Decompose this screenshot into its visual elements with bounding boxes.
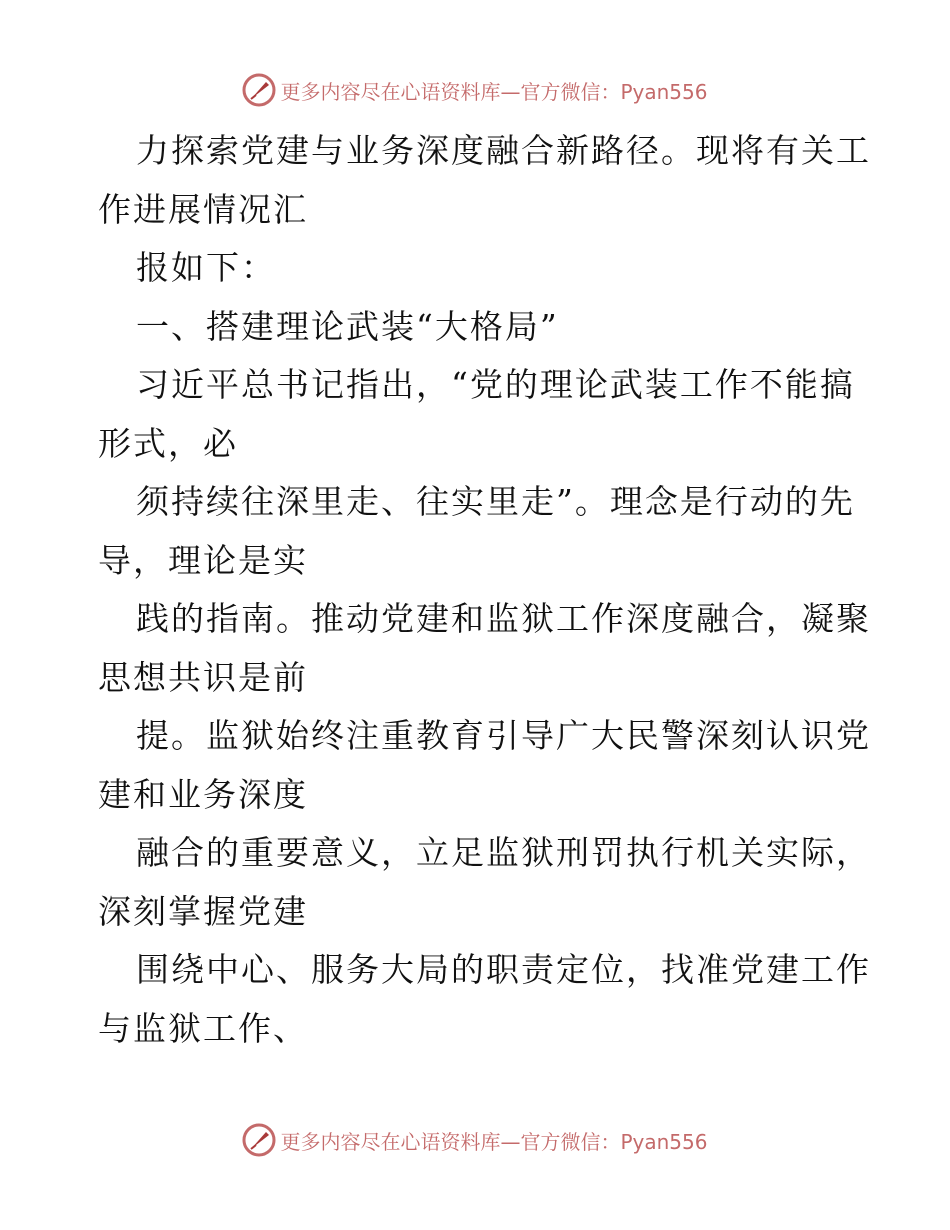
text-line: 深刻掌握党建 xyxy=(98,891,308,931)
text-line: 一、搭建理论武装“大格局” xyxy=(136,306,559,346)
feather-pen-logo-icon xyxy=(242,73,276,107)
text-line: 导，理论是实 xyxy=(98,540,308,580)
text-line: 力探索党建与业务深度融合新路径。现将有关工 xyxy=(136,131,871,170)
banner-text: 更多内容尽在心语资料库—官方微信：Pyan556 xyxy=(280,1129,708,1154)
text-line: 践的指南。推动党建和监狱工作深度融合，凝聚 xyxy=(136,599,871,638)
text-line: 思想共识是前 xyxy=(98,657,308,697)
text-line: 形式，必 xyxy=(98,423,238,463)
text-line: 习近平总书记指出，“党的理论武装工作不能搞 xyxy=(136,365,855,404)
text-line: 建和业务深度 xyxy=(98,774,308,814)
footer-banner xyxy=(0,1120,950,1160)
feather-pen-logo-icon xyxy=(242,1123,276,1157)
header-banner xyxy=(0,70,950,110)
document-body xyxy=(98,122,871,1058)
text-line: 须持续往深里走、往实里走”。理念是行动的先 xyxy=(136,482,855,521)
text-line: 融合的重要意义，立足监狱刑罚执行机关实际， xyxy=(136,833,871,872)
text-line: 围绕中心、服务大局的职责定位，找准党建工作 xyxy=(136,950,871,989)
text-line: 提。监狱始终注重教育引导广大民警深刻认识党 xyxy=(136,716,871,755)
text-line: 报如下： xyxy=(136,248,276,287)
banner-text: 更多内容尽在心语资料库—官方微信：Pyan556 xyxy=(280,79,708,104)
text-line: 作进展情况汇 xyxy=(98,189,308,229)
text-line: 与监狱工作、 xyxy=(98,1008,308,1048)
